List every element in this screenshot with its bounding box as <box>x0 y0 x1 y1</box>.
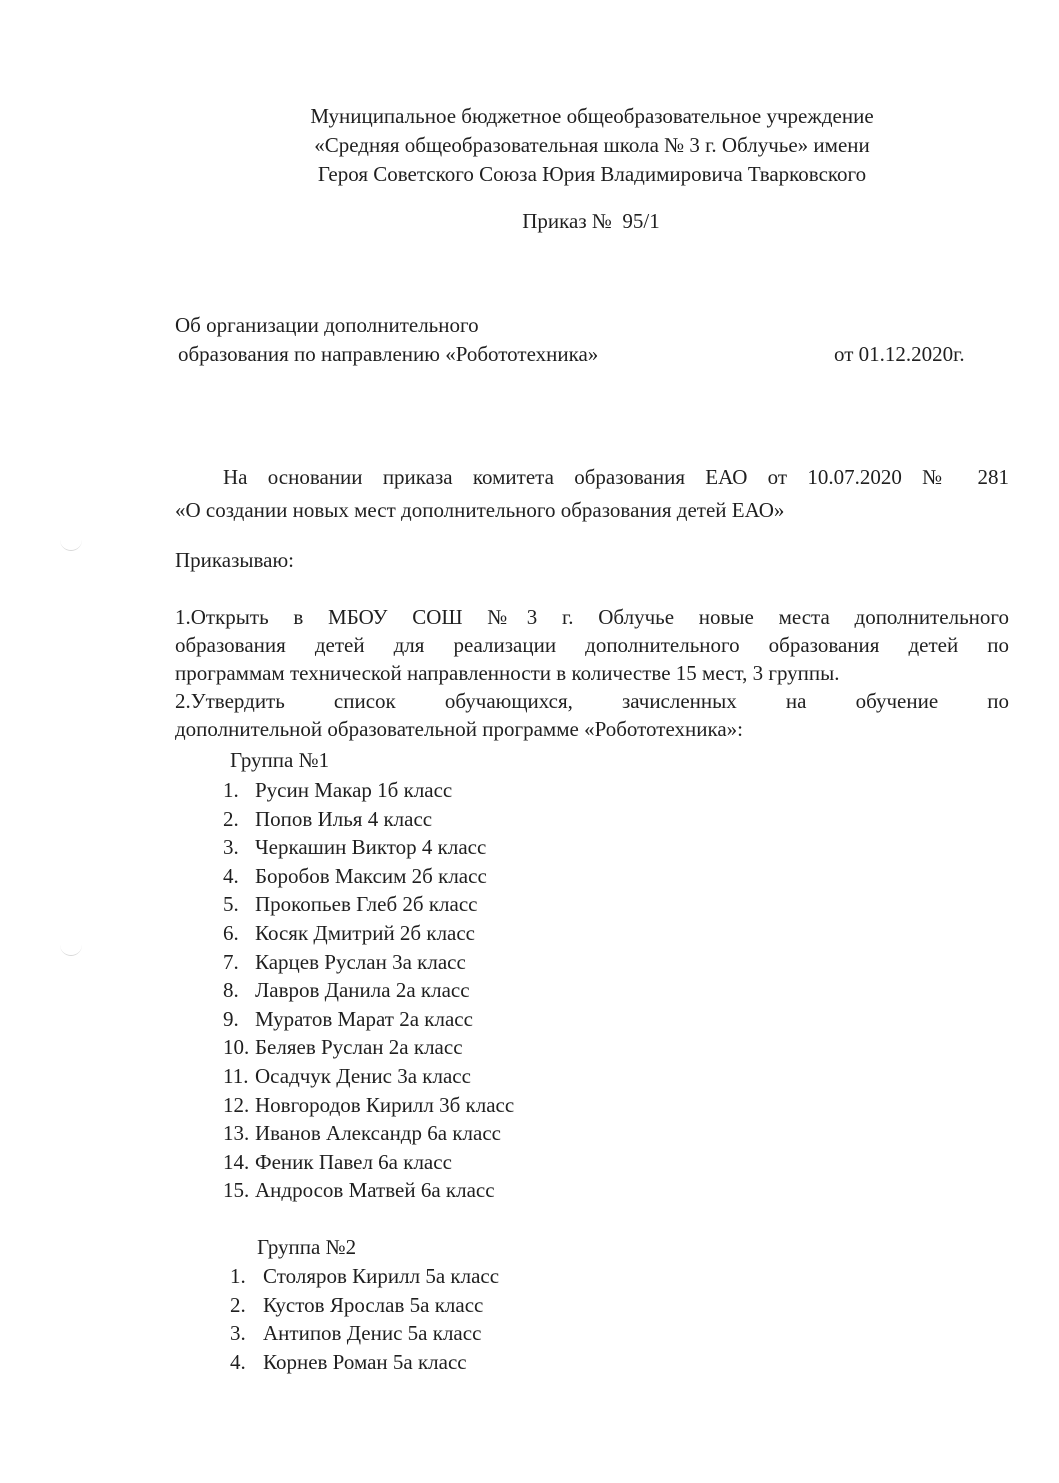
basis-line: На основании приказа комитета образования ЕАО от 10.07.2020 № 281 <box>223 465 1009 489</box>
order-date: от 01.12.2020г. <box>834 342 965 366</box>
list-number: 13. <box>223 1121 250 1146</box>
scan-mark <box>60 945 82 956</box>
student-list-item <box>223 833 514 862</box>
student-list-item <box>223 776 514 805</box>
basis-line: «О создании новых мест дополнительного образования детей ЕАО» <box>175 498 785 522</box>
organization-header <box>220 102 964 189</box>
list-number: 9. <box>223 1006 239 1031</box>
student-list-item <box>223 976 514 1005</box>
group-1-label: Группа №1 <box>230 748 330 772</box>
org-name-line: Героя Советского Союза Юрия Владимировича Тварковского <box>317 162 867 186</box>
student-list-item <box>223 1005 514 1034</box>
item-line: дополнительной образовательной программе «Робототехника»: <box>175 717 744 741</box>
student-list-item <box>223 1176 514 1205</box>
student-list-item <box>223 805 514 834</box>
order-title: Приказ № 95/1 <box>522 209 660 233</box>
group-1-list <box>223 776 514 1205</box>
list-number: 3. <box>230 1321 246 1346</box>
student-name: Осадчук Денис 3а класс <box>255 1063 471 1088</box>
subject-line: Об организации дополнительного <box>175 313 479 337</box>
list-number: 5. <box>223 892 239 917</box>
student-name: Антипов Денис 5а класс <box>263 1321 482 1346</box>
student-list-item <box>223 862 514 891</box>
item-line: 2.Утвердить список обучающихся, зачисленных на обучение по <box>175 689 1009 713</box>
student-name: Прокопьев Глеб 2б класс <box>255 892 478 917</box>
order-basis <box>175 461 1009 527</box>
item-line: 1.Открыть в МБОУ СОШ №3 г. Облучье новые места дополнительного <box>175 605 1009 629</box>
scan-mark <box>60 540 82 551</box>
student-list-item <box>223 948 514 977</box>
student-name: Феник Павел 6а класс <box>255 1149 452 1174</box>
student-list-item <box>230 1262 499 1291</box>
student-name: Новгородов Кирилл 3б класс <box>255 1092 515 1117</box>
org-name-line: «Средняя общеобразовательная школа № 3 г. Облучье» имени <box>314 133 870 157</box>
student-name: Лавров Данила 2а класс <box>255 978 470 1003</box>
list-number: 4. <box>230 1349 246 1374</box>
student-name: Столяров Кирилл 5а класс <box>263 1264 500 1288</box>
student-list-item <box>223 1033 514 1062</box>
student-name: Кустов Ярослав 5а класс <box>263 1292 484 1317</box>
order-subject <box>175 311 598 369</box>
order-directive: Приказываю: <box>175 548 294 572</box>
group-2-list <box>230 1262 499 1376</box>
student-list-item <box>230 1348 499 1377</box>
list-number: 2. <box>230 1292 246 1317</box>
student-name: Карцев Руслан 3а класс <box>255 949 466 974</box>
student-name: Боробов Максим 2б класс <box>255 863 487 888</box>
list-number: 15. <box>223 1178 250 1203</box>
list-number: 7. <box>223 949 239 974</box>
student-list-item <box>230 1319 499 1348</box>
student-list-item <box>223 1119 514 1148</box>
student-list-item <box>223 1148 514 1177</box>
student-name: Косяк Дмитрий 2б класс <box>255 920 476 945</box>
group-2-label: Группа №2 <box>257 1235 357 1259</box>
student-list-item <box>223 1062 514 1091</box>
item-line: программам технической направленности в количестве 15 мест, 3 группы. <box>175 661 840 685</box>
student-name: Иванов Александр 6а класс <box>255 1121 501 1146</box>
student-list-item <box>223 1091 514 1120</box>
list-number: 2. <box>223 806 239 831</box>
list-number: 12. <box>223 1092 250 1117</box>
item-line: образования детей для реализации дополнительного образования детей по <box>175 633 1009 657</box>
student-list-item <box>223 890 514 919</box>
list-number: 1. <box>230 1264 246 1288</box>
org-name-line: Муниципальное бюджетное общеобразовательное учреждение <box>310 104 874 128</box>
student-name: Беляев Руслан 2а класс <box>255 1035 463 1060</box>
list-number: 11. <box>223 1063 249 1088</box>
student-name: Андросов Матвей 6а класс <box>255 1178 495 1203</box>
list-number: 6. <box>223 920 239 945</box>
subject-line: образования по направлению «Робототехника» <box>178 342 599 366</box>
list-number: 4. <box>223 863 239 888</box>
list-number: 1. <box>223 778 239 802</box>
list-number: 3. <box>223 835 239 860</box>
order-items <box>175 603 1009 743</box>
student-name: Муратов Марат 2а класс <box>255 1006 473 1031</box>
student-name: Русин Макар 1б класс <box>255 778 453 802</box>
student-name: Попов Илья 4 класс <box>255 806 433 831</box>
student-list-item <box>223 919 514 948</box>
student-name: Корнев Роман 5а класс <box>263 1349 467 1374</box>
student-name: Черкашин Виктор 4 класс <box>255 835 487 860</box>
list-number: 14. <box>223 1149 250 1174</box>
list-number: 8. <box>223 978 239 1003</box>
list-number: 10. <box>223 1035 250 1060</box>
student-list-item <box>230 1291 499 1320</box>
